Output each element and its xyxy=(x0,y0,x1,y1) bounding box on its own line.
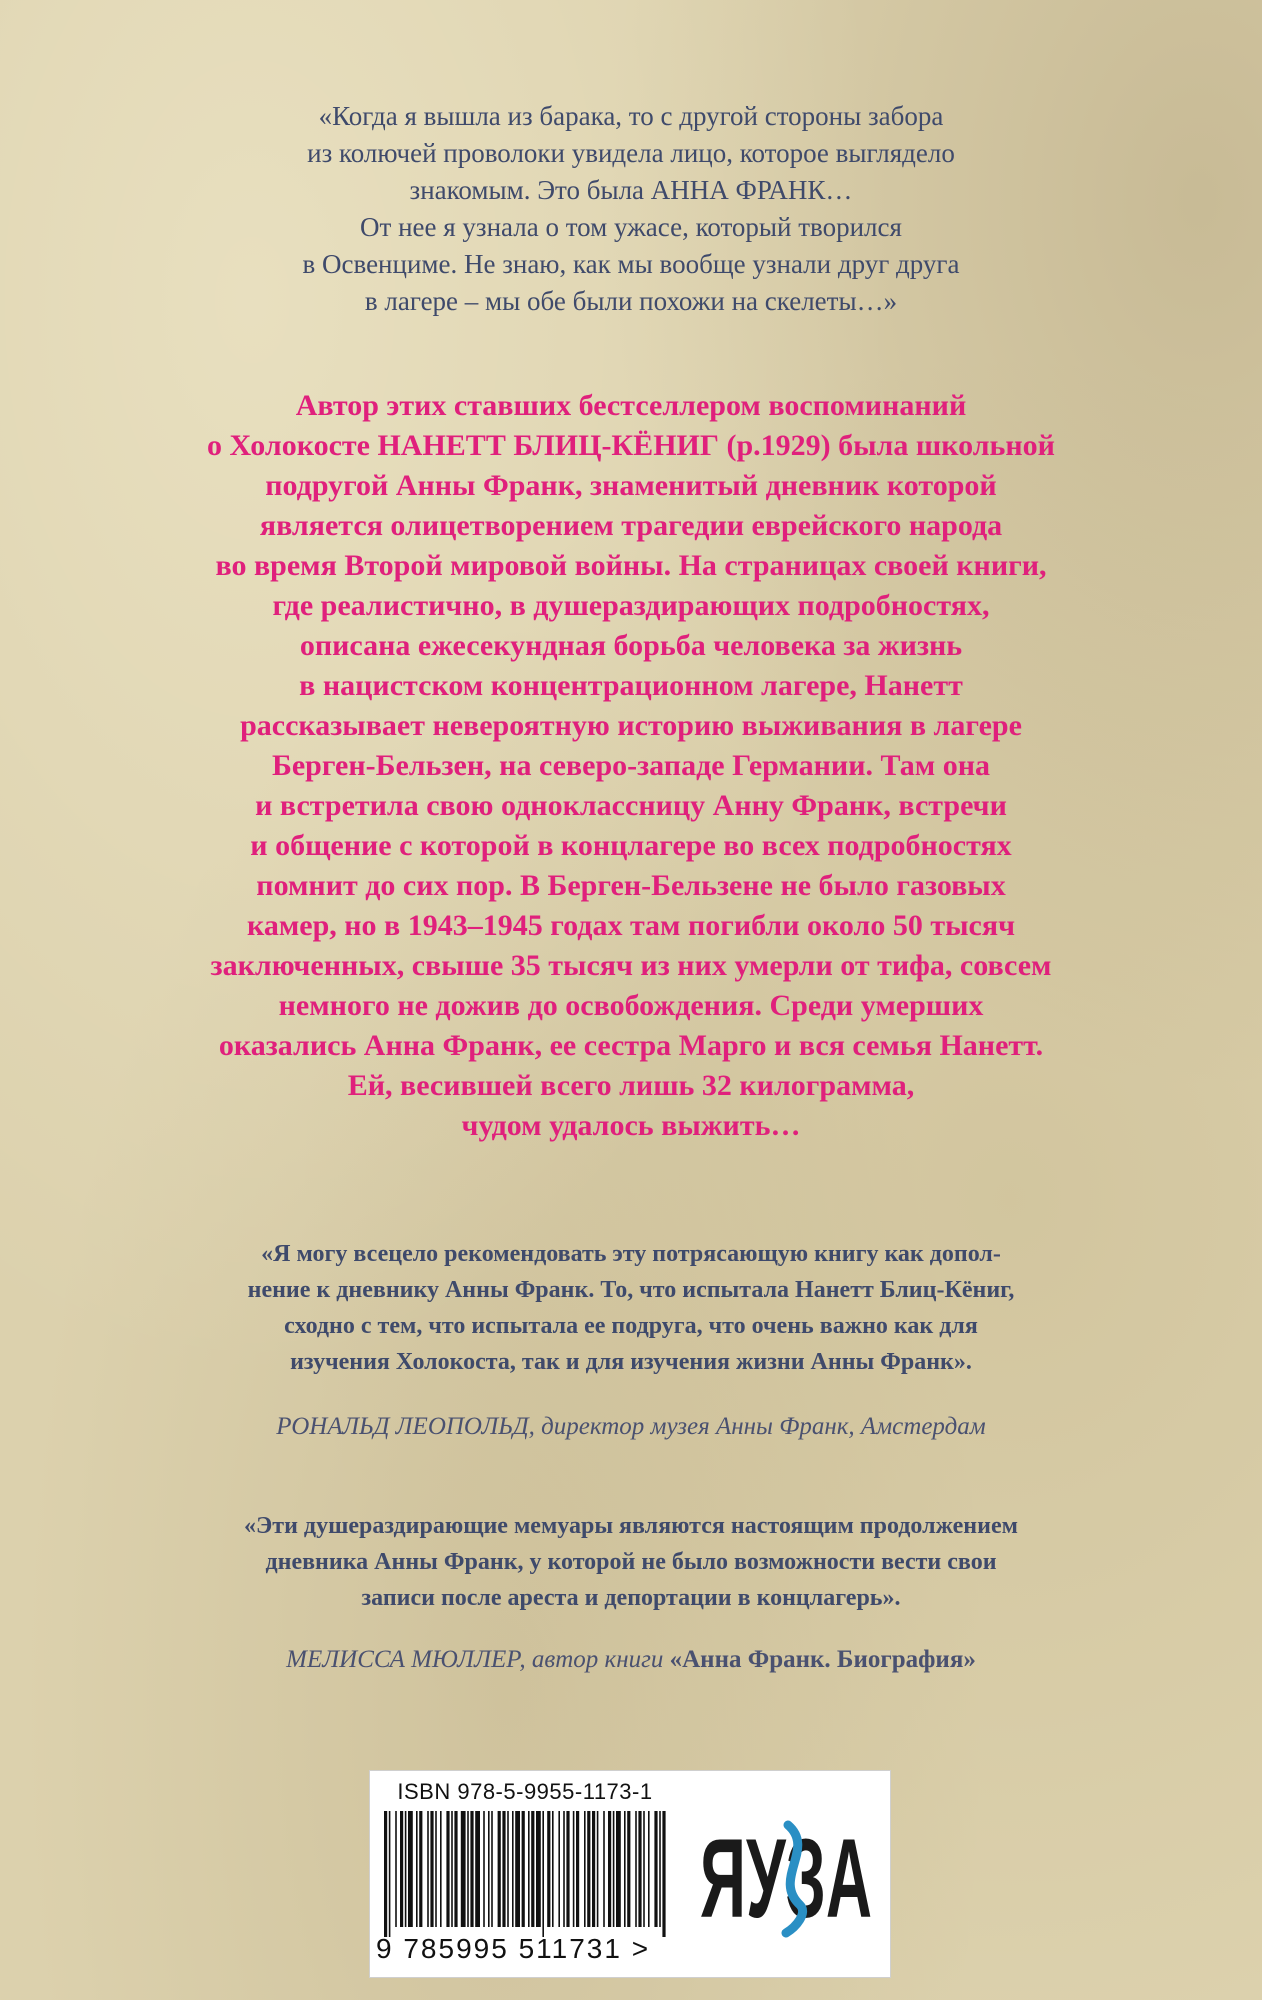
barcode-bar xyxy=(435,1811,437,1927)
blurb-line: где реалистично, в душераздирающих подробностях, xyxy=(272,589,990,622)
attribution-role: автор книги xyxy=(531,1646,664,1673)
barcode-bar xyxy=(603,1811,605,1927)
blurb-line: в нацистском концентрационном лагере, Нанетт xyxy=(299,669,963,702)
isbn-label: ISBN 978-5-9955-1173-1 xyxy=(397,1779,653,1804)
blurb-line: описана ежесекундная борьба человека за жизнь xyxy=(299,629,963,662)
barcode-bar xyxy=(395,1811,397,1927)
quote-line: в Освенциме. Не знаю, как мы вообще узнали друг друга xyxy=(302,249,960,279)
attribution-name: РОНАЛЬД ЛЕОПОЛЬД, xyxy=(276,1413,535,1440)
quote-line: из колючей проволоки увидела лицо, которое выглядело xyxy=(307,138,955,168)
quote-line: знакомым. Это была АННА ФРАНК… xyxy=(409,175,853,205)
book-blurb xyxy=(0,386,1262,1146)
barcode-panel xyxy=(369,1770,891,1978)
barcode-bar xyxy=(427,1811,429,1927)
blurb-line: рассказывает невероятную историю выживания в лагере xyxy=(240,709,1022,742)
barcode-bar xyxy=(547,1811,550,1927)
barcode-bar xyxy=(613,1811,615,1927)
barcode-bar xyxy=(467,1811,469,1927)
barcode-bar xyxy=(454,1811,457,1927)
barcode-bar xyxy=(502,1811,505,1927)
barcode-bar xyxy=(624,1811,626,1927)
barcode-bar xyxy=(584,1811,586,1927)
barcode-bar xyxy=(451,1811,453,1927)
review-line: изучения Холокоста, так и для изучения жизни Анны Франк». xyxy=(290,1349,972,1375)
barcode-bar xyxy=(461,1811,466,1927)
barcode-bar xyxy=(597,1811,599,1927)
barcode-bar xyxy=(419,1811,422,1927)
barcode-bar xyxy=(405,1811,407,1927)
barcode-bar xyxy=(483,1811,485,1927)
review-quote-1 xyxy=(0,1236,1262,1380)
barcode-bar xyxy=(475,1811,480,1927)
quote-line: в лагере – мы обе были похожи на скелеты…» xyxy=(364,286,898,316)
barcode-bar xyxy=(608,1811,611,1927)
barcode-bar xyxy=(542,1811,544,1937)
blurb-line: немного не дожив до освобождения. Среди умерших xyxy=(278,989,984,1022)
blurb-line: во время Второй мировой войны. На страницах своей книги, xyxy=(215,549,1047,582)
blurb-line: подругой Анны Франк, знаменитый дневник которой xyxy=(265,469,997,502)
barcode-bar xyxy=(573,1811,575,1927)
blurb-line: помнит до сих пор. В Берген-Бельзене не было газовых xyxy=(256,869,1006,902)
barcode-bar xyxy=(563,1811,565,1927)
barcode-bar xyxy=(470,1811,473,1927)
barcode-bar xyxy=(522,1811,525,1927)
barcode-bar xyxy=(416,1811,418,1927)
quote-line: «Когда я вышла из барака, то с другой стороны забора xyxy=(318,101,944,131)
barcode-bar xyxy=(408,1811,413,1927)
blurb-line: чудом удалось выжить… xyxy=(461,1109,801,1142)
review-quote-2 xyxy=(0,1508,1262,1616)
review-line: сходно с тем, что испытала ее подруга, что очень важно как для xyxy=(284,1313,978,1339)
barcode-bar xyxy=(648,1811,650,1927)
barcode-bar xyxy=(587,1811,590,1927)
barcode-bar xyxy=(512,1811,514,1927)
barcode-bar xyxy=(536,1811,541,1927)
blurb-line: камер, но в 1943–1945 годах там погибли около 50 тысяч xyxy=(247,909,1015,942)
review-line: записи после ареста и депортации в концлагерь». xyxy=(361,1585,901,1611)
review-attribution-1 xyxy=(0,1410,1262,1444)
publisher-logo-text: ЯУЗА xyxy=(700,1816,872,1941)
blurb-line: является олицетворением трагедии еврейского народа xyxy=(259,509,1003,542)
barcode-bar xyxy=(558,1811,560,1927)
barcode-bar xyxy=(576,1811,579,1927)
blurb-line: и общение с которой в концлагере во всех подробностях xyxy=(250,829,1012,862)
quote-line: От нее я узнала о том ужасе, который творился xyxy=(360,212,902,242)
barcode-bar xyxy=(552,1811,554,1927)
barcode-bar xyxy=(491,1811,493,1927)
barcode-digits: 9 785995 511731 > xyxy=(376,1933,651,1964)
barcode-bar xyxy=(384,1811,387,1937)
review-line: «Эти душераздирающие мемуары являются настоящим продолжением xyxy=(244,1513,1018,1539)
attribution-role: директор музея Анны Франк, Амстердам xyxy=(541,1413,986,1440)
barcode-bar xyxy=(430,1811,433,1927)
barcode-bar xyxy=(638,1811,641,1927)
top-quote xyxy=(0,98,1262,320)
barcode-bar xyxy=(515,1811,520,1927)
blurb-line: заключенных, свыше 35 тысяч из них умерли от тифа, совсем xyxy=(210,949,1052,982)
blurb-line: оказались Анна Франк, ее сестра Марго и вся семья Нанетт. xyxy=(218,1029,1044,1062)
barcode-bar xyxy=(566,1811,569,1927)
barcode-bar xyxy=(616,1811,621,1927)
barcode-bar xyxy=(528,1811,530,1927)
barcode-bar xyxy=(592,1811,595,1927)
barcode-bar xyxy=(635,1811,637,1927)
review-attribution-2 xyxy=(0,1643,1262,1677)
attribution-name: МЕЛИССА МЮЛЛЕР, xyxy=(286,1646,526,1673)
review-line: дневника Анны Франк, у которой не было возможности вести свои xyxy=(265,1549,997,1575)
publisher-logo xyxy=(696,1809,876,1939)
barcode-bar xyxy=(446,1811,449,1927)
barcode-bar xyxy=(507,1811,509,1927)
blurb-line: Автор этих ставших бестселлером воспоминаний xyxy=(295,389,967,422)
barcode-bar xyxy=(662,1811,665,1937)
blurb-line: Берген-Бельзен, на северо-западе Германии. Там она xyxy=(272,749,990,782)
barcode-bar xyxy=(654,1811,657,1927)
barcode-bar xyxy=(498,1811,501,1927)
attribution-book-title: «Анна Франк. Биография» xyxy=(669,1646,976,1673)
barcode-bar xyxy=(627,1811,630,1927)
barcode-bar xyxy=(643,1811,645,1927)
review-line: нение к дневнику Анны Франк. То, что испытала Нанетт Блиц-Кёниг, xyxy=(247,1277,1015,1303)
barcode-bar xyxy=(488,1811,490,1927)
barcode-icon xyxy=(382,1811,672,1937)
blurb-line: Ей, весившей всего лишь 32 килограмма, xyxy=(347,1069,915,1102)
barcode-bar xyxy=(400,1811,403,1927)
barcode-bar xyxy=(531,1811,534,1927)
barcode-bar xyxy=(389,1811,391,1937)
blurb-line: и встретила свою одноклассницу Анну Франк, встречи xyxy=(255,789,1007,822)
review-line: «Я могу всецело рекомендовать эту потрясающую книгу как допол- xyxy=(261,1241,1001,1267)
blurb-line: о Холокосте НАНЕТТ БЛИЦ-КЁНИГ (р.1929) была школьной xyxy=(207,429,1055,462)
barcode-bar xyxy=(440,1811,442,1927)
barcode-bar xyxy=(659,1811,661,1927)
